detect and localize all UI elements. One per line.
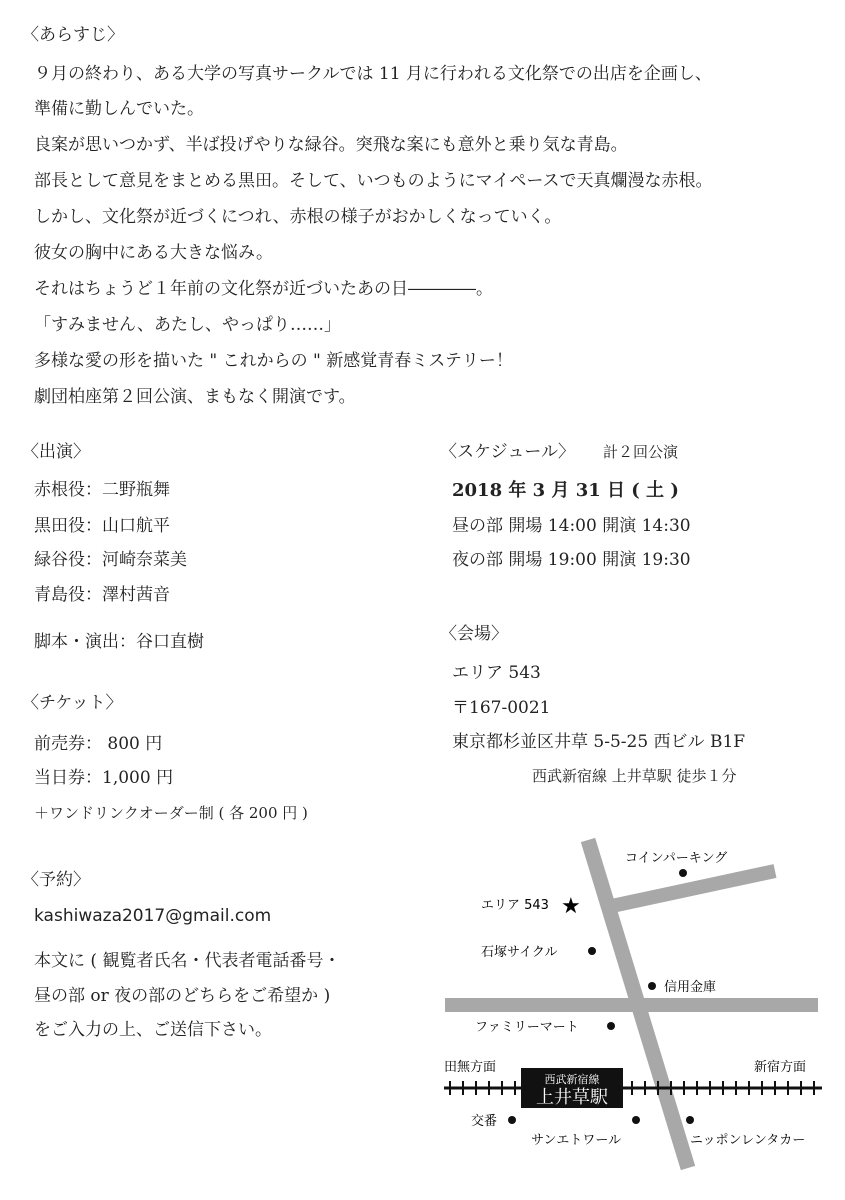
dot-nippon: [686, 1116, 694, 1124]
venue-name: エリア 543: [452, 663, 541, 683]
synopsis-line: ９月の終わり、ある大学の写真サークルでは 11 月に行われる文化祭での出店を企画し、: [34, 64, 712, 84]
reservation-line: 本文に ( 観覧者氏名・代表者電話番号・: [34, 951, 341, 971]
venue-access: 西武新宿線 上井草駅 徒歩１分: [532, 767, 737, 785]
synopsis-line: 多様な愛の形を描いた " これからの " 新感覚青春ミステリー！: [34, 351, 513, 371]
schedule-day: 昼の部 開場 14:00 開演 14:30: [452, 516, 691, 536]
synopsis-line: 劇団柏座第２回公演、まもなく開演です。: [34, 387, 356, 407]
schedule-heading: 〈スケジュール〉: [440, 442, 575, 462]
label-koban: 交番: [471, 1114, 498, 1129]
venue-heading: 〈会場〉: [440, 624, 508, 644]
label-shinjuku: 新宿方面: [754, 1060, 807, 1075]
cast-line: 緑谷役：河崎奈菜美: [34, 550, 187, 570]
label-tanashi: 田無方面: [444, 1060, 497, 1075]
station-name: 上井草駅: [536, 1087, 608, 1108]
reservation-line: 昼の部 or 夜の部のどちらをご希望か ): [34, 986, 331, 1006]
label-shinyo: 信用金庫: [664, 980, 717, 995]
reservation-email[interactable]: kashiwaza2017@gmail.com: [34, 906, 272, 926]
synopsis-line: 良案が思いつかず、半ば投げやりな緑谷。突飛な案にも意外と乗り気な青島。: [34, 135, 628, 155]
cast-heading: 〈出演〉: [22, 442, 90, 462]
cast-line: 赤根役：二野瓶舞: [34, 480, 170, 500]
label-nippon: ニッポンレンタカー: [690, 1133, 806, 1148]
dot-coin-parking: [679, 869, 687, 877]
synopsis-line: 「すみません、あたし、やっぱり……」: [34, 315, 342, 335]
label-sunetoile: サンエトワール: [531, 1133, 622, 1148]
ticket-advance: 前売券： 800 円: [34, 734, 163, 754]
ticket-door: 当日券：1,000 円: [34, 768, 174, 788]
map-road-upper: [612, 871, 775, 906]
railway-track: [444, 1081, 822, 1095]
label-coin-parking: コインパーキング: [625, 851, 728, 866]
director-credit: 脚本・演出：谷口直樹: [34, 632, 204, 652]
synopsis-line: それはちょうど１年前の文化祭が近づいたあの日――――。: [34, 279, 493, 299]
reservation-heading: 〈予約〉: [22, 870, 90, 890]
synopsis-line: 準備に勤しんでいた。: [34, 99, 204, 119]
synopsis-line: しかし、文化祭が近づくにつれ、赤根の様子がおかしくなっていく。: [34, 207, 562, 227]
dot-ishizuka: [588, 947, 596, 955]
venue-postal: 〒167-0021: [452, 698, 551, 718]
cast-line: 青島役：澤村茜音: [34, 585, 170, 605]
dot-koban: [508, 1116, 516, 1124]
ticket-heading: 〈チケット〉: [22, 693, 123, 713]
reservation-line: をご入力の上、ご送信下さい。: [34, 1020, 272, 1040]
dot-sunetoile: [632, 1116, 640, 1124]
label-ishizuka: 石塚サイクル: [481, 945, 558, 960]
venue-address: 東京都杉並区井草 5-5-25 西ビル B1F: [452, 732, 746, 752]
star-icon: ★: [561, 894, 581, 919]
schedule-night: 夜の部 開場 19:00 開演 19:30: [452, 550, 691, 570]
label-area543: エリア 543: [481, 898, 549, 913]
synopsis-line: 部長として意見をまとめる黒田。そして、いつものようにマイペースで天真爛漫な赤根。: [34, 171, 713, 191]
ticket-drink: ＋ワンドリンクオーダー制 ( 各 200 円 ): [34, 804, 308, 822]
schedule-note: 計２回公演: [603, 443, 679, 461]
dot-shinyo: [648, 982, 656, 990]
cast-line: 黒田役：山口航平: [34, 516, 170, 536]
dot-familymart: [607, 1022, 615, 1030]
synopsis-heading: 〈あらすじ〉: [22, 25, 124, 45]
synopsis-line: 彼女の胸中にある大きな悩み。: [34, 243, 274, 263]
label-familymart: ファミリーマート: [475, 1020, 579, 1035]
station-line-label: 西武新宿線: [544, 1073, 600, 1086]
schedule-date: 2018 年 3 月 31 日 ( 土 ): [452, 480, 679, 501]
